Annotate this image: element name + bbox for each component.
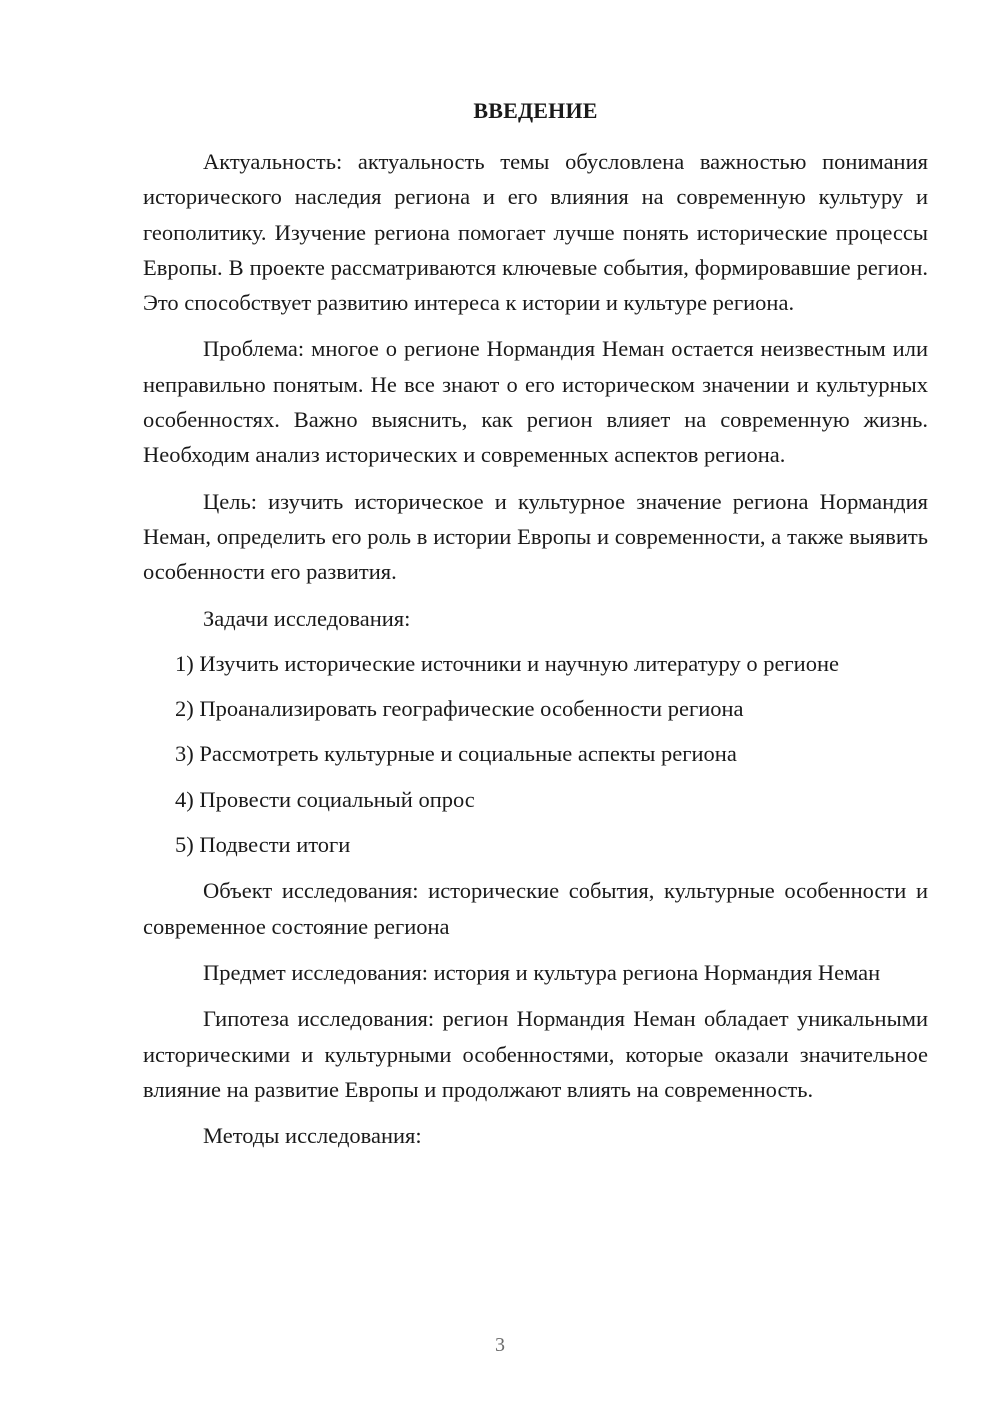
object-paragraph: Объект исследования: исторические события, культурные особенности и современное состояние региона [143,878,928,939]
goal-paragraph: Цель: изучить историческое и культурное значение региона Нормандия Неман, определить его роль в истории Европы и современности, а также выявить особенности его развития. [143,488,928,585]
document-body [143,144,928,1153]
task-item-5: 5) Подвести итоги [175,832,351,858]
task-item-3: 3) Рассмотреть культурные и социальные аспекты региона [175,741,737,767]
page-title: ВВЕДЕНИЕ [473,98,598,123]
tasks-heading: Задачи исследования: [203,605,411,631]
task-item-2: 2) Проанализировать географические особенности региона [175,696,744,722]
relevance-paragraph: Актуальность: актуальность темы обусловлена важностью понимания исторического наследия региона и его влияния на современную культуру и геополитику. Изучение региона помогает лучше понять исторические процессы Европы. В проекте рассматриваются ключевые события, формировавшие регион. Это способствует развитию интереса к истории и культуре региона. [143,149,928,316]
methods-heading: Методы исследования: [203,1123,422,1149]
page-number: 3 [495,1334,505,1356]
task-item-4: 4) Провести социальный опрос [175,786,475,812]
problem-paragraph: Проблема: многое о регионе Нормандия Неман остается неизвестным или неправильно понятым. Не все знают о его историческом значении и культурных особенностях. Важно выяснить, как регион влияет на современную жизнь. Необходим анализ исторических и современных аспектов региона. [143,336,928,468]
hypothesis-paragraph: Гипотеза исследования: регион Нормандия Неман обладает уникальными историческими и культурными особенностями, которые оказали значительное влияние на развитие Европы и продолжают влиять на современность. [143,1006,928,1102]
task-item-1: 1) Изучить исторические источники и научную литературу о регионе [175,650,839,676]
subject-paragraph: Предмет исследования: история и культура региона Нормандия Неман [203,959,881,985]
